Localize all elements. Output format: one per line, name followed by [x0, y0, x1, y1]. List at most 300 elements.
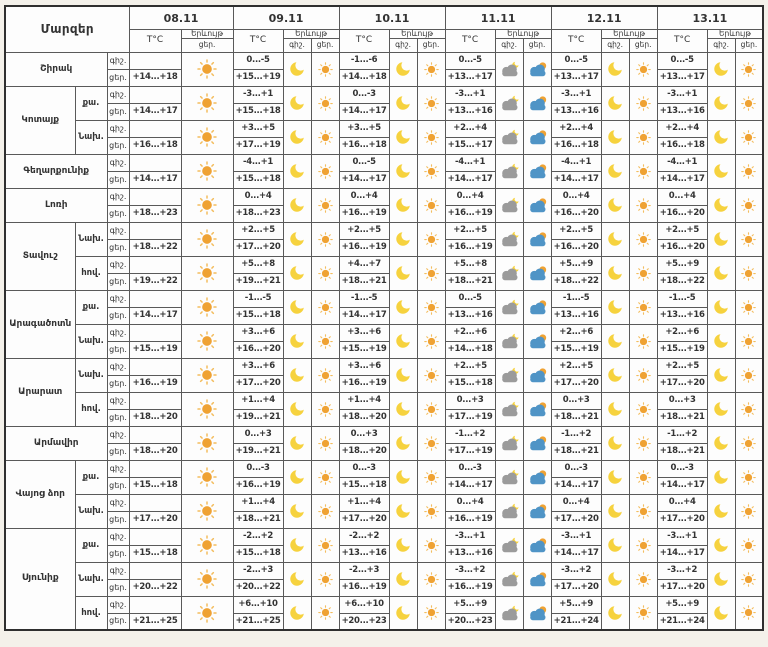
day-row-label: ցեր.: [107, 511, 129, 528]
day-temp-cell: +13...+17: [551, 69, 601, 86]
day-temp-cell: +18...+20: [339, 409, 389, 426]
cloud-moon-icon: [499, 129, 520, 145]
day-weather-cell: [181, 290, 233, 324]
night-weather-cell: [389, 188, 417, 222]
forecast-row-night: [5, 154, 763, 171]
zone-label: քա.: [75, 290, 107, 324]
cloud-sun-icon: [527, 367, 548, 383]
night-temp-cell: [129, 562, 181, 579]
night-weather-cell: [707, 86, 735, 120]
zone-label: Նախ.: [75, 324, 107, 358]
night-temp-cell: 0...+4: [445, 188, 495, 205]
night-weather-cell: [495, 154, 523, 188]
sun-icon: [424, 198, 439, 213]
day-temp-cell: +16...+19: [445, 511, 495, 528]
day-weather-cell: [629, 596, 657, 630]
sun-icon: [424, 368, 439, 383]
day-row-label: ցեր.: [107, 341, 129, 358]
night-temp-cell: -1...-5: [339, 290, 389, 307]
forecast-row-night: [5, 358, 763, 375]
day-row-label: ցեր.: [107, 307, 129, 324]
day-row-label: ցեր.: [107, 205, 129, 222]
moon-icon: [288, 128, 306, 146]
night-weather-cell: [707, 528, 735, 562]
day-weather-cell: [311, 358, 339, 392]
day-weather-cell: [311, 460, 339, 494]
day-temp-cell: +14...+17: [657, 477, 707, 494]
region-label: Գեղարքունիք: [5, 154, 107, 188]
sun-icon: [636, 62, 651, 77]
region-label: Շիրակ: [5, 52, 107, 86]
day-weather-cell: [181, 86, 233, 120]
night-weather-cell: [707, 290, 735, 324]
day-temp-cell: +13...+17: [657, 69, 707, 86]
sun-icon: [636, 334, 651, 349]
cloud-sun-icon: [527, 571, 548, 587]
night-temp-cell: 0...-3: [657, 460, 707, 477]
sun-icon: [318, 436, 333, 451]
moon-icon: [288, 400, 306, 418]
moon-icon: [606, 298, 624, 316]
day-temp-cell: +13...+16: [445, 307, 495, 324]
day-weather-cell: [311, 120, 339, 154]
sun-icon: [741, 232, 756, 247]
day-temp-cell: +17...+20: [657, 375, 707, 392]
weather-forecast-table: [4, 5, 764, 631]
night-weather-cell: [283, 494, 311, 528]
day-temp-cell: +16...+19: [339, 205, 389, 222]
sun-icon: [197, 127, 217, 147]
day-temp-cell: +18...+20: [129, 443, 181, 460]
day-weather-cell: [735, 426, 763, 460]
night-temp-cell: [129, 86, 181, 103]
moon-icon: [288, 94, 306, 112]
day-weather-cell: [629, 528, 657, 562]
night-temp-cell: 0...+3: [233, 426, 283, 443]
night-temp-cell: -3...+2: [551, 562, 601, 579]
sun-icon: [197, 263, 217, 283]
sun-icon: [741, 402, 756, 417]
day-weather-cell: [311, 188, 339, 222]
night-temp-cell: [129, 358, 181, 375]
night-temp-cell: -3...+1: [445, 86, 495, 103]
moon-icon: [606, 502, 624, 520]
day-weather-cell: [523, 426, 551, 460]
moon-icon: [606, 400, 624, 418]
night-weather-cell: [707, 460, 735, 494]
night-weather-cell: [707, 426, 735, 460]
night-temp-cell: 0...-5: [339, 154, 389, 171]
night-temp-cell: -3...+1: [233, 86, 283, 103]
night-weather-cell: [601, 562, 629, 596]
sun-icon: [424, 96, 439, 111]
sun-icon: [636, 436, 651, 451]
day-temp-cell: +18...+21: [339, 273, 389, 290]
night-temp-cell: +2...+5: [445, 358, 495, 375]
night-weather-cell: [601, 528, 629, 562]
day-weather-cell: [523, 222, 551, 256]
night-weather-cell: [707, 358, 735, 392]
night-temp-cell: -1...+2: [551, 426, 601, 443]
sun-icon: [636, 572, 651, 587]
day-temp-cell: +15...+18: [233, 103, 283, 120]
moon-icon: [394, 434, 412, 452]
day-weather-cell: [735, 188, 763, 222]
night-weather-cell: [601, 358, 629, 392]
sun-icon: [197, 331, 217, 351]
night-weather-cell: [389, 154, 417, 188]
sun-icon: [318, 504, 333, 519]
day-temp-cell: +14...+17: [445, 477, 495, 494]
day-temp-cell: +18...+22: [657, 273, 707, 290]
day-weather-cell: [523, 256, 551, 290]
day-temp-cell: +13...+16: [445, 103, 495, 120]
night-temp-cell: 0...+4: [339, 188, 389, 205]
night-temp-cell: [129, 494, 181, 511]
day-temp-cell: +15...+18: [233, 171, 283, 188]
night-temp-cell: +1...+4: [339, 392, 389, 409]
day-weather-cell: [181, 256, 233, 290]
day-weather-cell: [417, 256, 445, 290]
sun-icon: [636, 198, 651, 213]
moon-icon: [712, 468, 730, 486]
moon-icon: [394, 298, 412, 316]
date-header: 11.11: [445, 6, 551, 30]
night-temp-cell: +5...+9: [657, 256, 707, 273]
moon-icon: [288, 434, 306, 452]
moon-icon: [606, 162, 624, 180]
zone-label: հով.: [75, 392, 107, 426]
night-temp-cell: +3...+6: [339, 358, 389, 375]
night-temp-cell: 0...-3: [445, 460, 495, 477]
day-sublabel: ցեր.: [417, 38, 445, 52]
day-weather-cell: [311, 86, 339, 120]
night-temp-cell: 0...+3: [657, 392, 707, 409]
night-temp-cell: 0...+3: [339, 426, 389, 443]
moon-icon: [606, 366, 624, 384]
moon-icon: [606, 230, 624, 248]
sun-icon: [741, 96, 756, 111]
day-weather-cell: [417, 494, 445, 528]
night-temp-cell: +2...+4: [445, 120, 495, 137]
day-temp-cell: +14...+17: [657, 171, 707, 188]
day-weather-cell: [629, 188, 657, 222]
day-weather-cell: [311, 256, 339, 290]
night-row-label: գիշ.: [107, 290, 129, 307]
night-weather-cell: [601, 494, 629, 528]
night-weather-cell: [283, 256, 311, 290]
day-temp-cell: +17...+20: [657, 579, 707, 596]
night-row-label: գիշ.: [107, 528, 129, 545]
day-temp-cell: +16...+19: [129, 375, 181, 392]
day-temp-cell: +16...+18: [129, 137, 181, 154]
day-weather-cell: [629, 460, 657, 494]
sun-icon: [741, 605, 756, 620]
day-weather-cell: [417, 324, 445, 358]
cloud-sun-icon: [527, 469, 548, 485]
sun-icon: [741, 572, 756, 587]
cloud-sun-icon: [527, 265, 548, 281]
night-temp-cell: +5...+8: [233, 256, 283, 273]
night-weather-cell: [389, 358, 417, 392]
day-temp-cell: +19...+21: [233, 273, 283, 290]
day-weather-cell: [311, 426, 339, 460]
forecast-row-night: [5, 86, 763, 103]
date-header: 08.11: [129, 6, 233, 30]
day-weather-cell: [311, 290, 339, 324]
night-temp-cell: +2...+4: [657, 120, 707, 137]
day-temp-cell: +14...+17: [551, 171, 601, 188]
moon-icon: [394, 502, 412, 520]
day-weather-cell: [311, 494, 339, 528]
day-row-label: ցեր.: [107, 443, 129, 460]
night-temp-cell: -4...+1: [551, 154, 601, 171]
moon-icon: [712, 570, 730, 588]
day-weather-cell: [523, 358, 551, 392]
day-temp-cell: +15...+19: [657, 341, 707, 358]
day-weather-cell: [523, 86, 551, 120]
day-weather-cell: [417, 358, 445, 392]
night-weather-cell: [495, 52, 523, 86]
day-weather-cell: [523, 154, 551, 188]
day-temp-cell: +14...+17: [129, 103, 181, 120]
night-row-label: գիշ.: [107, 222, 129, 239]
night-temp-cell: 0...-3: [339, 86, 389, 103]
moon-icon: [288, 60, 306, 78]
day-sublabel: ցեր.: [523, 38, 551, 52]
moon-icon: [394, 400, 412, 418]
day-temp-cell: +17...+20: [657, 511, 707, 528]
forecast-row-night: [5, 426, 763, 443]
zone-label: հով.: [75, 256, 107, 290]
day-weather-cell: [311, 222, 339, 256]
zone-label: քա.: [75, 86, 107, 120]
day-temp-cell: +20...+22: [129, 579, 181, 596]
day-row-label: ցեր.: [107, 545, 129, 562]
day-temp-cell: +13...+16: [657, 307, 707, 324]
day-weather-cell: [417, 528, 445, 562]
cloud-moon-icon: [499, 333, 520, 349]
day-weather-cell: [523, 494, 551, 528]
day-row-label: ցեր.: [107, 579, 129, 596]
night-weather-cell: [495, 86, 523, 120]
day-temp-cell: +16...+18: [339, 137, 389, 154]
day-temp-cell: +14...+17: [339, 307, 389, 324]
sun-icon: [197, 569, 217, 589]
region-label: Վայոց ձոր: [5, 460, 75, 528]
sun-icon: [741, 538, 756, 553]
phenomenon-column-header: Երևույթ: [389, 30, 445, 39]
day-weather-cell: [523, 52, 551, 86]
night-weather-cell: [495, 528, 523, 562]
moon-icon: [606, 468, 624, 486]
night-temp-cell: -3...+1: [551, 86, 601, 103]
day-temp-cell: +13...+16: [551, 307, 601, 324]
sun-icon: [741, 300, 756, 315]
night-weather-cell: [283, 154, 311, 188]
night-temp-cell: [129, 52, 181, 69]
zone-label: Նախ.: [75, 358, 107, 392]
night-row-label: գիշ.: [107, 596, 129, 613]
day-temp-cell: +14...+17: [339, 103, 389, 120]
day-temp-cell: +15...+19: [233, 69, 283, 86]
sun-icon: [424, 232, 439, 247]
sun-icon: [741, 470, 756, 485]
night-temp-cell: +3...+6: [339, 324, 389, 341]
night-temp-cell: +5...+9: [551, 596, 601, 613]
night-temp-cell: 0...+4: [657, 188, 707, 205]
day-temp-cell: +15...+18: [339, 477, 389, 494]
night-temp-cell: -1...+2: [445, 426, 495, 443]
day-temp-cell: +16...+19: [233, 477, 283, 494]
night-weather-cell: [283, 562, 311, 596]
night-temp-cell: -3...+1: [657, 528, 707, 545]
night-temp-cell: +2...+5: [657, 358, 707, 375]
day-row-label: ցեր.: [107, 613, 129, 630]
night-temp-cell: 0...+3: [445, 392, 495, 409]
night-temp-cell: [129, 596, 181, 613]
region-label: Արմավիր: [5, 426, 107, 460]
night-temp-cell: 0...-5: [657, 52, 707, 69]
night-temp-cell: +2...+6: [657, 324, 707, 341]
day-weather-cell: [735, 528, 763, 562]
day-weather-cell: [417, 460, 445, 494]
moon-icon: [606, 536, 624, 554]
moon-icon: [606, 94, 624, 112]
night-weather-cell: [707, 120, 735, 154]
night-weather-cell: [495, 392, 523, 426]
night-row-label: գիշ.: [107, 256, 129, 273]
moon-icon: [712, 536, 730, 554]
day-weather-cell: [629, 86, 657, 120]
region-label: Արագածոտն: [5, 290, 75, 358]
forecast-row-night: [5, 528, 763, 545]
day-weather-cell: [417, 120, 445, 154]
moon-icon: [712, 434, 730, 452]
day-temp-cell: +17...+20: [233, 375, 283, 392]
night-weather-cell: [283, 426, 311, 460]
sun-icon: [318, 62, 333, 77]
day-weather-cell: [523, 528, 551, 562]
cloud-sun-icon: [527, 163, 548, 179]
day-weather-cell: [629, 154, 657, 188]
sun-icon: [741, 504, 756, 519]
day-weather-cell: [523, 596, 551, 630]
moon-icon: [394, 230, 412, 248]
sun-icon: [424, 436, 439, 451]
day-weather-cell: [181, 460, 233, 494]
day-temp-cell: +16...+18: [551, 137, 601, 154]
sun-icon: [636, 605, 651, 620]
sun-icon: [197, 399, 217, 419]
day-row-label: ցեր.: [107, 69, 129, 86]
day-temp-cell: +19...+21: [233, 409, 283, 426]
regions-header: Մարզեր: [5, 6, 129, 52]
day-weather-cell: [417, 52, 445, 86]
sun-icon: [197, 535, 217, 555]
temp-column-header: T°C: [551, 30, 601, 53]
date-header: 12.11: [551, 6, 657, 30]
day-temp-cell: +14...+17: [551, 477, 601, 494]
night-temp-cell: +5...+9: [657, 596, 707, 613]
forecast-row-night: [5, 494, 763, 511]
day-temp-cell: +17...+20: [339, 511, 389, 528]
sun-icon: [741, 436, 756, 451]
moon-icon: [288, 604, 306, 622]
moon-icon: [394, 570, 412, 588]
night-temp-cell: [129, 324, 181, 341]
day-weather-cell: [735, 120, 763, 154]
moon-icon: [288, 502, 306, 520]
sun-icon: [318, 164, 333, 179]
night-weather-cell: [283, 324, 311, 358]
sun-icon: [424, 130, 439, 145]
zone-label: հով.: [75, 596, 107, 630]
day-weather-cell: [311, 528, 339, 562]
day-temp-cell: +17...+19: [445, 409, 495, 426]
night-weather-cell: [495, 188, 523, 222]
moon-icon: [394, 536, 412, 554]
day-weather-cell: [629, 256, 657, 290]
day-temp-cell: +16...+19: [445, 205, 495, 222]
night-temp-cell: [129, 120, 181, 137]
sun-icon: [318, 572, 333, 587]
sun-icon: [318, 96, 333, 111]
cloud-moon-icon: [499, 435, 520, 451]
night-temp-cell: [129, 290, 181, 307]
day-weather-cell: [311, 596, 339, 630]
day-weather-cell: [735, 358, 763, 392]
moon-icon: [606, 570, 624, 588]
moon-icon: [712, 128, 730, 146]
day-temp-cell: +21...+24: [551, 613, 601, 630]
day-temp-cell: +20...+23: [339, 613, 389, 630]
day-row-label: ցեր.: [107, 409, 129, 426]
night-row-label: գիշ.: [107, 460, 129, 477]
moon-icon: [712, 230, 730, 248]
day-weather-cell: [735, 52, 763, 86]
night-weather-cell: [389, 324, 417, 358]
sun-icon: [197, 59, 217, 79]
day-weather-cell: [417, 222, 445, 256]
day-temp-cell: +20...+22: [233, 579, 283, 596]
night-weather-cell: [283, 596, 311, 630]
day-sublabel: ցեր.: [629, 38, 657, 52]
day-weather-cell: [735, 596, 763, 630]
cloud-sun-icon: [527, 129, 548, 145]
moon-icon: [712, 298, 730, 316]
moon-icon: [606, 196, 624, 214]
sun-icon: [197, 195, 217, 215]
sun-icon: [424, 538, 439, 553]
night-weather-cell: [283, 188, 311, 222]
day-temp-cell: +14...+18: [129, 69, 181, 86]
day-weather-cell: [181, 562, 233, 596]
moon-icon: [712, 332, 730, 350]
moon-icon: [288, 366, 306, 384]
night-weather-cell: [389, 86, 417, 120]
moon-icon: [394, 128, 412, 146]
night-sublabel: գիշ.: [495, 38, 523, 52]
night-temp-cell: +2...+6: [551, 324, 601, 341]
night-weather-cell: [389, 120, 417, 154]
day-temp-cell: +21...+25: [129, 613, 181, 630]
moon-icon: [288, 196, 306, 214]
moon-icon: [394, 162, 412, 180]
moon-icon: [606, 264, 624, 282]
night-weather-cell: [495, 460, 523, 494]
forecast-row-night: [5, 256, 763, 273]
